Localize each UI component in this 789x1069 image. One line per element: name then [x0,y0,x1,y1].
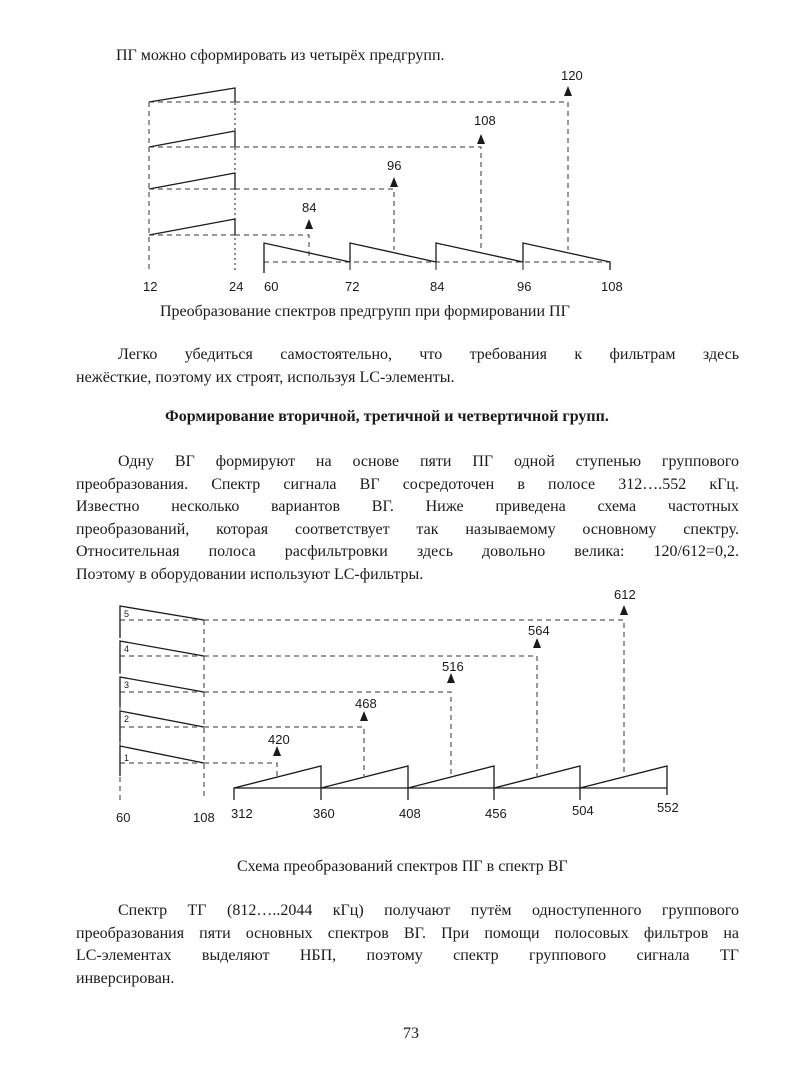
intro-text: ПГ можно сформировать из четырёх предгрупп. [116,47,445,64]
group-spectrum-1 [120,746,204,776]
axis-tick-label: 108 [193,810,215,825]
group-box-area [120,606,204,800]
paragraph-line: Спектр ТГ (812…..2044 кГц) получают путём одноступенного группового [118,902,739,919]
axis-tick-label: 60 [264,279,279,294]
carrier-arrow [360,711,368,721]
carrier-label: 420 [268,732,290,747]
paragraph-line: преобразований, которая соответствует так называемому основному спектру. [76,520,739,538]
axis-tick-label: 552 [657,800,679,815]
group-spectrum-4 [120,641,204,673]
page-number: 73 [403,1025,419,1042]
paragraph-line: Одну ВГ формируют на основе пяти ПГ одной ступенью группового [118,453,739,470]
carrier-arrow [273,746,281,756]
carrier-label: 516 [442,659,464,674]
carrier-lines [204,587,636,776]
carrier-arrow [533,638,541,648]
section-heading: Формирование вторичной, третичной и четвертичной групп. [165,408,609,425]
group-spectrum-2 [120,711,204,742]
carrier-label: 108 [474,113,496,128]
paragraph-3 [76,900,739,990]
paragraph-line: LC-элементах выделяют НБП, поэтому спектр группового сигнала ТГ [76,947,739,964]
axis-tick-label: 360 [313,806,335,821]
axis-tick-label: 84 [430,279,445,294]
axis-tick-label: 24 [229,279,244,294]
group-spectrum-5 [120,606,204,638]
carrier-label: 84 [302,200,317,215]
carrier-arrow [447,673,455,683]
axis-tick-label: 72 [345,279,360,294]
axis-tick-label: 96 [517,279,532,294]
channel-number: 1 [124,753,130,763]
channel-number: 3 [124,680,130,690]
paragraph-line: нежёсткие, поэтому их строят, используя LC-элементы. [76,368,455,386]
paragraph-line: Поэтому в оборудовании используют LC-фильтры. [76,565,424,583]
carrier-label: 468 [355,696,377,711]
axis-tick-label: 60 [116,810,131,825]
axis-tick-label: 12 [143,279,158,294]
paragraph-line: преобразования пяти основных спектров ВГ. При помощи полосовых фильтров на [76,924,739,942]
axis-tick-label: 108 [601,279,623,294]
channel-number: 5 [124,609,130,619]
channel-number: 2 [124,714,130,724]
paragraph-line: инверсирован. [76,969,175,987]
axis-tick-label: 408 [399,806,421,821]
channel-number: 4 [124,644,130,654]
carrier-arrow [620,605,628,615]
axis-tick-label: 504 [572,803,594,818]
axis-tick-label: 456 [485,806,507,821]
paragraph-line: Легко убедиться самостоятельно, что требования к фильтрам здесь [118,346,739,363]
carrier-label: 120 [561,68,583,83]
paragraph-line: Относительная полоса расфильтровки здесь довольно велика: 120/612=0,2. [76,543,739,560]
diagram2-caption: Схема преобразований спектров ПГ в спектр ВГ [237,858,568,875]
carrier-label: 96 [387,158,402,173]
carrier-label: 612 [614,587,636,602]
diagram1-caption: Преобразование спектров предгрупп при формировании ПГ [160,303,570,320]
axis-tick-label: 312 [231,806,253,821]
carrier-label: 564 [528,623,550,638]
paragraph-line: преобразования. Спектр сигнала ВГ сосредоточен в полосе 312….552 кГц. [76,475,739,493]
group-spectrum-3 [120,677,204,707]
paragraph-line: Известно несколько вариантов ВГ. Ниже приведена схема частотных [76,498,739,515]
